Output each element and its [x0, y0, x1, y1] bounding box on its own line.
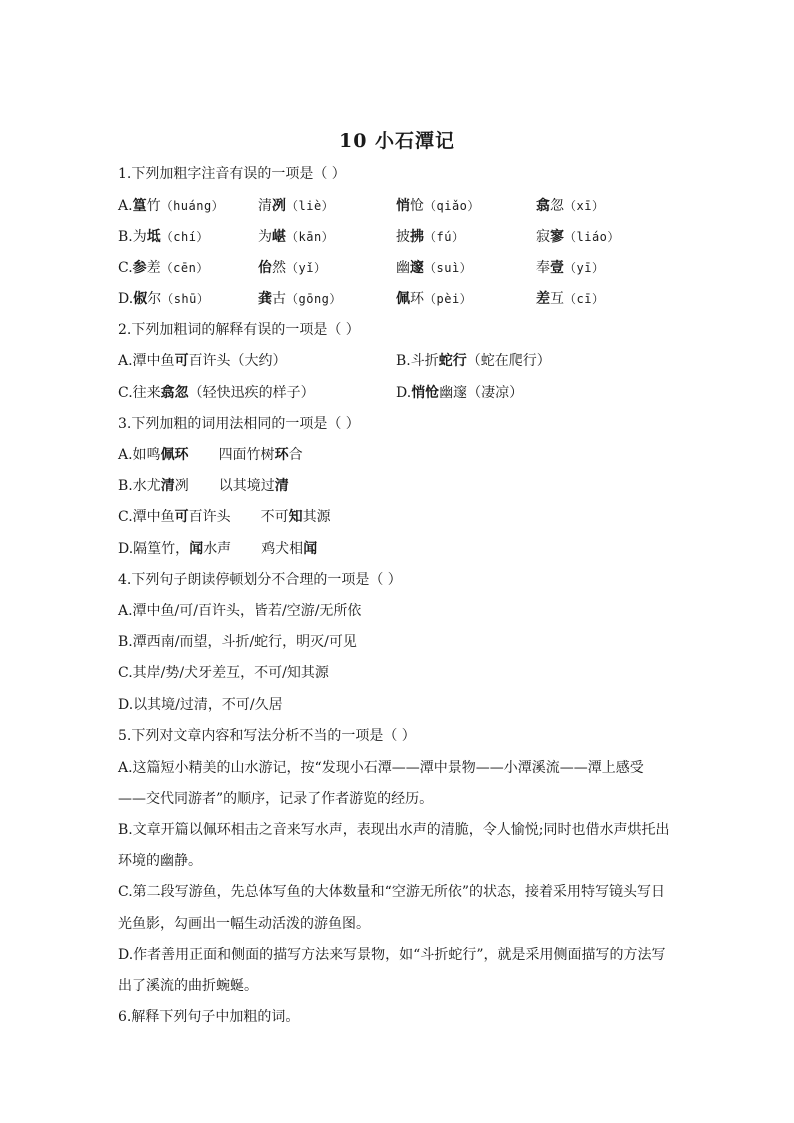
q5-stem: 5.下列对文章内容和写法分析不当的一项是（ ） [118, 728, 416, 744]
q4-option-c: C.其岸/势/犬牙差互，不可/知其源 [118, 665, 329, 681]
q1-c-item-4: 奉壹（yī） [536, 260, 605, 276]
q1-d-item-4: 差互（cī） [536, 291, 605, 307]
q1-a-item-2: 清冽（liè） [258, 198, 335, 214]
q2-option-d: D.悄怆幽邃（凄凉） [396, 385, 524, 401]
q3-option-b: B.水尤清冽 以其境过清 [118, 478, 289, 494]
q2-option-b: B.斗折蛇行（蛇在爬行） [396, 353, 551, 369]
q1-a-item-4: 翕忽（xī） [536, 198, 605, 214]
q3-option-c: C.潭中鱼可百许头 不可知其源 [118, 509, 331, 525]
q5-option-b-line1: B.文章开篇以佩环相击之音来写水声，表现出水声的清脆，令人愉悦;同时也借水声烘托出 [118, 822, 670, 838]
q1-c-item-3: 幽邃（suì） [396, 260, 473, 276]
q1-a-item-1: A.篁竹（huáng） [118, 198, 225, 214]
q1-d-item-1: D.俶尔（shū） [118, 291, 210, 307]
q1-d-item-3: 佩环（pèi） [396, 291, 473, 307]
q1-c-item-1: C.参差（cēn） [118, 260, 209, 276]
q4-option-b: B.潭西南/而望，斗折/蛇行，明灭/可见 [118, 634, 357, 650]
q1-b-item-4: 寂寥（liáo） [536, 229, 620, 245]
q4-option-a: A.潭中鱼/可/百许头，皆若/空游/无所依 [118, 603, 362, 619]
page-title: 10 小石潭记 [338, 130, 456, 152]
q5-option-d-line2: 出了溪流的曲折蜿蜒。 [118, 978, 258, 994]
q1-b-item-1: B.为坻（chí） [118, 229, 209, 245]
q1-d-item-2: 龚古（gōng） [258, 291, 342, 307]
q5-option-c-line2: 光鱼影，勾画出一幅生动活泼的游鱼图。 [118, 916, 370, 932]
q4-option-d: D.以其境/过清，不可/久居 [118, 697, 283, 713]
q5-option-d-line1: D.作者善用正面和侧面的描写方法来写景物，如“斗折蛇行”，就是采用侧面描写的方法写 [118, 947, 666, 963]
q4-stem: 4.下列句子朗读停顿划分不合理的一项是（ ） [118, 572, 402, 588]
q1-stem: 1.下列加粗字注音有误的一项是（ ） [118, 166, 346, 182]
q5-option-a-line1: A.这篇短小精美的山水游记，按“发现小石潭——潭中景物——小潭溪流——潭上感受 [118, 760, 644, 776]
q5-option-b-line2: 环境的幽静。 [118, 853, 202, 869]
q2-option-c: C.往来翕忽（轻快迅疾的样子） [118, 385, 315, 401]
q1-b-item-3: 披拂（fú） [396, 229, 465, 245]
q6-stem: 6.解释下列句子中加粗的词。 [118, 1009, 300, 1025]
q1-c-item-2: 佁然（yǐ） [258, 260, 327, 276]
q3-option-d: D.隔篁竹，闻水声 鸡犬相闻 [118, 541, 318, 557]
q3-option-a: A.如鸣佩环 四面竹树环合 [118, 447, 303, 463]
q5-option-a-line2: ——交代同游者”的顺序，记录了作者游览的经历。 [118, 791, 434, 807]
q2-option-a: A.潭中鱼可百许头（大约） [118, 353, 287, 369]
q1-b-item-2: 为嵁（kān） [258, 229, 335, 245]
q3-stem: 3.下列加粗的词用法相同的一项是（ ） [118, 416, 360, 432]
q2-stem: 2.下列加粗词的解释有误的一项是（ ） [118, 322, 360, 338]
q1-a-item-3: 悄怆（qiǎo） [396, 198, 480, 214]
q5-option-c-line1: C.第二段写游鱼，先总体写鱼的大体数量和“空游无所依”的状态，接着采用特写镜头写日 [118, 884, 665, 900]
